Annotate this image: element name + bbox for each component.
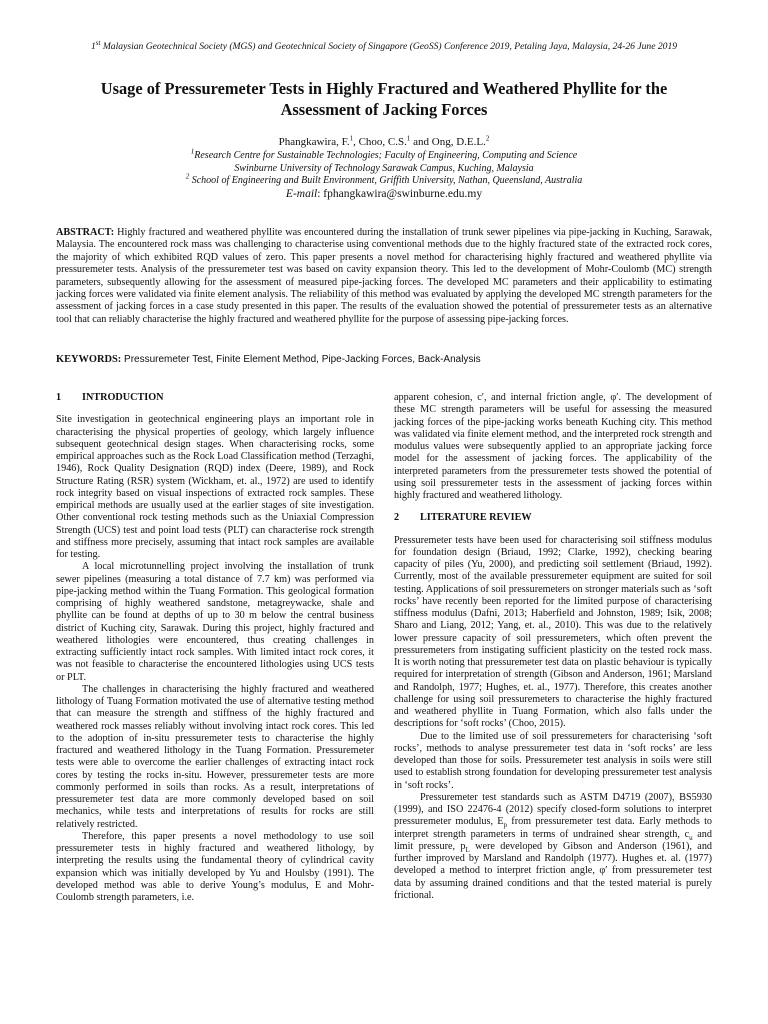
lit-paragraph-2: Due to the limited use of soil pressuremeters for characterising ‘soft rocks’, methods to analyse pressuremeter test data in ‘soft rocks’ are less developed than those for soils. Pressuremeter test analysis in soils were still used to establish strong foundation for developing pressuremeter test analysis in ‘soft rocks’. xyxy=(394,730,712,791)
author-list: Phangkawira, F.$^1$, Choo, C.S.$^1$ and Ong, D.E.L.$^2$ xyxy=(278,134,490,148)
intro-paragraph-3: The challenges in characterising the highly fractured and weathered lithology of Tuang Formation motivated the use of alternative testing method that can measure the strength and stiffness of the highly fractured and weathered rock masses reliably without involving intact rock cores. This led to the adoption of in-situ pressuremeter tests to characterise the highly fractured and weathered lithology in the Tuang Formation. Pressuremeter tests were able to overcome the earlier challenges of extracting intact rock cores by testing the rocks in-situ. However, pressuremeter tests are more commonly performed in soils than rocks. As a result, interpretations of pressuremeter test data are more commonly developed based on soil mechanics, while tests and interpretations of results for rocks are still relatively restricted. xyxy=(56,683,374,830)
lit-paragraph-1: Pressuremeter tests have been used for characterising soil stiffness modulus for foundation design (Briaud, 1992; Clarke, 1992), checking bearing capacity of piles (Yu, 2000), and predicting soil settlement (Briaud, 1992). Currently, most of the available pressuremeter equipment are suited for soil testing. Applications of soil pressuremeters on stronger materials such as ‘soft rocks’ have recently been reported for the limited purpose of characterising stiffness modulus (Dafni, 2013; Haberfield and Johnston, 1989; Isik, 2008; Sharo and Liang, 2012; Yang, et. al., 2010). This was due to the relatively lower pressure capacity of soil pressuremeters, which often prevent the pressuremeters from instigating sufficient plasticity on the tested rock mass. It is worth noting that pressuremeter test data on plastic behaviour is typically required for interpretation of strength (Gibson and Anderson, 1961; Marsland and Randolph, 1977; Hughes, et. al., 1977). Therefore, this creates another challenge for using soil pressuremeters to characterise the highly fractured and weathered phyllite in Tuang Formation, which also falls under the descriptions for ‘soft rocks’ (Choo, 2015). xyxy=(394,534,712,730)
section-heading-literature-review: 2 LITERATURE REVIEW xyxy=(394,512,532,524)
affiliation-1: $^1$Research Centre for Sustainable Technologies; Faculty of Engineering, Computing and Science xyxy=(190,147,578,161)
conference-header: 1st Malaysian Geotechnical Society (MGS) and Geotechnical Society of Singapore (GeoSS) Conference 2019, Petaling Jaya, Malaysia, 24-26 June 2019 xyxy=(90,38,678,52)
intro-paragraph-continued: apparent cohesion, c′, and internal friction angle, φ′. The development of these MC strength parameters will be useful for assessing the measured jacking forces of the pipe-jacking works beneath Kuching city. This method was validated via finite element method, and the interpreted rock strength and modulus values were subsequently applied to an appropriate jacking force model for the assessment of jacking forces. The applicability of the interpreted parameters from the pressuremeter tests showed the potential of using soil pressuremeter tests in the assessment of jacking forces within highly fractured and weathered lithology. xyxy=(394,392,712,501)
section-heading-introduction: 1 INTRODUCTION xyxy=(56,392,164,403)
abstract: ABSTRACT: Highly fractured and weathered phyllite was encountered during the installation of trunk sewer pipelines via pipe-jacking in Kuching, Sarawak, Malaysia. The encountered rock mass was challenging to characterise using conventional methods due to the highly fractured state of the extracted rock cores, the majority of which exhibited RQD values of zero. This paper presents a novel method for characterising highly fractured and weathered phyllite via pressuremeter tests. Analysis of the pressuremeter test was based on cavity expansion theory. This led to the development of Mohr-Coulomb (MC) strength parameters, subsequently allowing for the assessment of measured pipe-jacking forces. The developed MC parameters and their applicability to estimating jacking forces were validated via finite element analysis. The reliability of this method was evaluated by applying the developed MC strength parameters for the assessment of jacking forces in a case study presented in this paper. The results of the evaluation showed the potential of pressuremeter tests as an alternative tool that can reliably characterise the highly fractured and weathered phyllite for the purpose of assessing pipe-jacking forces. xyxy=(56,227,712,325)
right-column xyxy=(394,392,712,902)
lit-paragraph-3: Pressuremeter test standards such as ASTM D4719 (2007), BS5930 (1999), and ISO 22476-4 (2012) specify closed-form solutions to interpret pressuremeter modulus, $E_p$ from pressuremeter test data. Early methods to interpret strength parameters in terms of undrained shear strength, $c_u$ and limit pressure, $p_L$ were developed by Gibson and Anderson (1961), and further improved by Marsland and Randolph (1977). Hughes et. al. (1977) developed a method to interpret friction angle, φ′ from pressuremeter test data by assuming drained conditions and that the tested material is purely frictional. xyxy=(394,791,713,901)
paper-title xyxy=(70,78,698,120)
keywords: KEYWORDS: Pressuremeter Test, Finite Element Method, Pipe-Jacking Forces, Back-Analysis xyxy=(56,354,481,365)
intro-paragraph-4: Therefore, this paper presents a novel methodology to use soil pressuremeter tests in highly fractured and weathered lithology, by interpreting the results using the fundamental theory of cylindrical cavity expansion which was initially developed by Yu and Houlsby (1991). The developed method was able to derive Young’s modulus, E and Mohr-Coulomb strength parameters, i.e. xyxy=(56,830,374,903)
left-column xyxy=(56,392,374,904)
title-line-1: Usage of Pressuremeter Tests in Highly Fractured and Weathered Phyllite for the xyxy=(100,79,668,98)
affiliation-2: $^2$ School of Engineering and Built Environment, Griffith University, Nathan, Queensland, Australia xyxy=(185,172,583,186)
intro-paragraph-1: Site investigation in geotechnical engineering plays an important role in characterising the physical properties of geology, which largely influence subsequent geotechnical design stages. When characterising rocks, some empirical approaches such as the Rock Load Classification method (Terzaghi, 1946), Rock Quality Designation (RQD) index (Deere, 1989), and Rock Structure Rating (RSR) system (Wickham, et. al., 1972) are used to identify rock integrity based on visual inspections of extracted rock samples. These empirical methods are usually used at the earlier stages of site investigation. Other conventional rock testing methods such as the Uniaxial Compression Strength (UCS) test and point load tests (PLT) can characterise rock strength and stiffness more precisely, assuming that intact rock samples are available for testing. xyxy=(56,414,374,560)
intro-paragraph-2: A local microtunnelling project involving the installation of trunk sewer pipelines (measuring a total distance of 7.7 km) was performed via pipe-jacking method within the Tuang Formation. This geological formation comprising of highly weathered sandstone, metagreywacke, shale and phyllite can be found at depths of up to 30 m below the central business district of Kuching city, Sarawak. During this project, highly fractured and weathered lithologies were encountered, thus creating challenges in extracting sufficiently intact rock samples. With limited intact rock cores, it was not feasible to characterise the encountered lithologies using UCS tests or PLT. xyxy=(56,561,374,683)
title-line-2: Assessment of Jacking Forces xyxy=(280,100,488,119)
affiliation-1-line-2: Swinburne University of Technology Sarawak Campus, Kuching, Malaysia xyxy=(234,162,534,174)
contact-email: E-mail: fphangkawira@swinburne.edu.my xyxy=(285,188,483,200)
